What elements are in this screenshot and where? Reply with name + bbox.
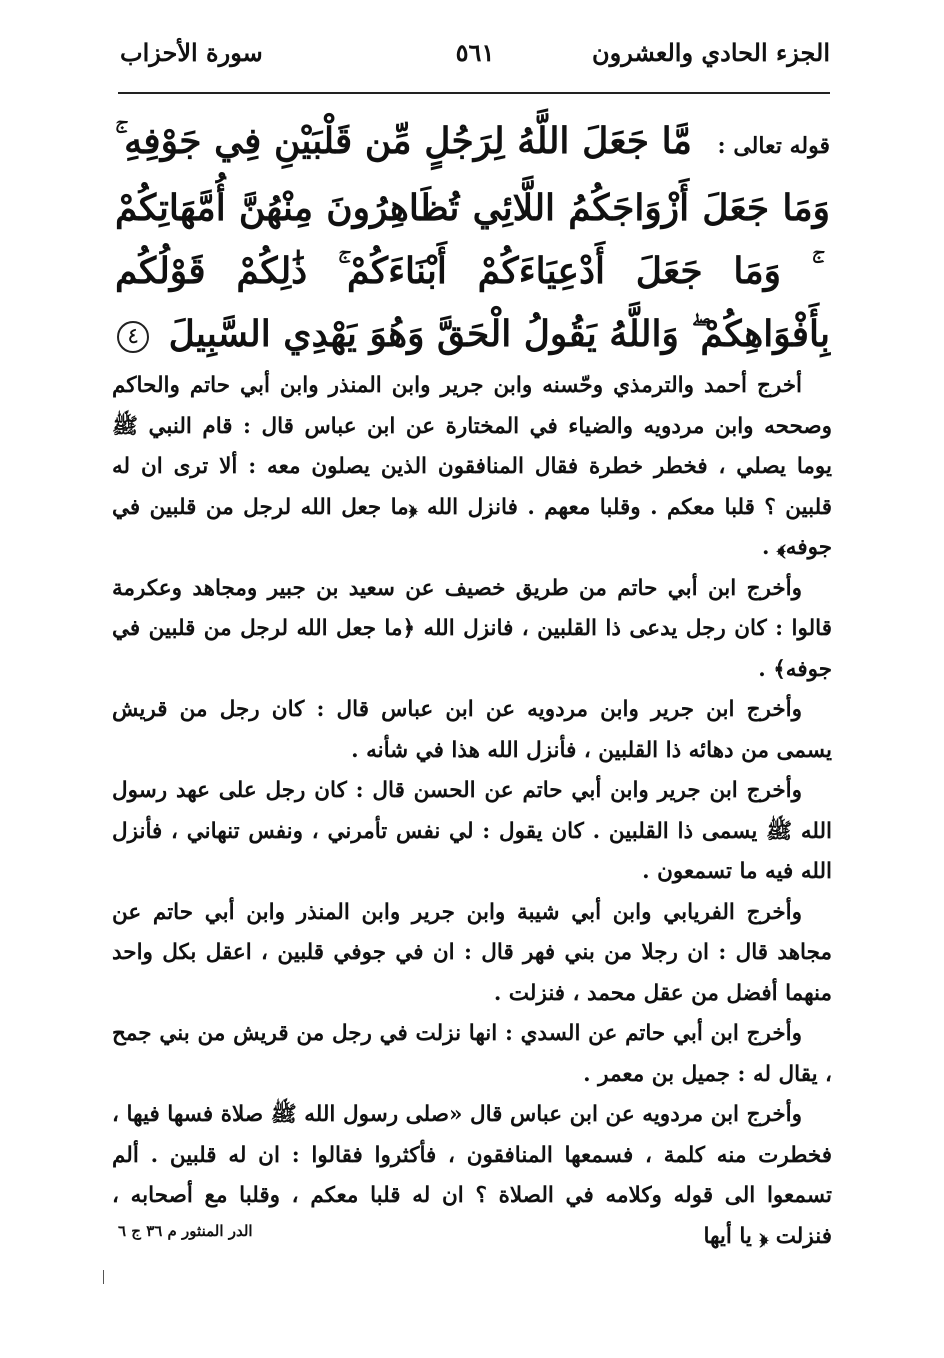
running-header	[120, 38, 830, 82]
footnote-reference: الدر المنثور م ٣٦ ج ٦	[118, 1222, 253, 1240]
margin-mark	[103, 1270, 104, 1284]
page-number: ٥٦١	[455, 38, 495, 67]
quranic-verse	[115, 110, 830, 366]
surah-title: سورة الأحزاب	[120, 38, 263, 67]
part-title: الجزء الحادي والعشرون	[592, 38, 830, 67]
commentary-paragraph: أخرج أحمد والترمذي وحّسنه وابن جرير وابن المنذر وابن أبي حاتم والحاكم وصححه وابن مردويه والضياء في المختارة عن ابن عباس قال : قام النبي ﷺ يوما يصلي ، فخطر خطرة فقال المنافقون الذين يصلون معه : ألا ترى ان له قلبين ؟ قلبا معكم . وقلبا معهم . فانزل الله ﴿ما جعل الله لرجل من قلبين في جوفه﴾ .	[112, 373, 832, 560]
verse-number-marker: ٤	[117, 321, 149, 353]
commentary-body	[112, 366, 832, 1257]
header-rule	[118, 92, 830, 94]
verse-text: مَّا جَعَلَ اللَّهُ لِرَجُلٍ مِّن قَلْبَيْنِ فِي جَوْفِهِ ۚ وَمَا جَعَلَ أَزْوَاجَكُمُ اللَّائِي تُظَاهِرُونَ مِنْهُنَّ أُمَّهَاتِكُمْ ۚ وَمَا جَعَلَ أَدْعِيَاءَكُمْ أَبْنَاءَكُمْ ۚ ذَٰلِكُمْ قَوْلُكُم بِأَفْوَاهِكُمْ ۖ وَاللَّهُ يَقُولُ الْحَقَّ وَهُوَ يَهْدِي السَّبِيلَ	[115, 120, 830, 355]
verse-intro: قوله تعالى :	[717, 133, 830, 159]
commentary-paragraph: وأخرج ابن مردويه عن ابن عباس قال «صلى رسول الله ﷺ صلاة فسها فيها ، فخطرت منه كلمة ، فسمعها المنافقون ، فأكثروا فقالوا : ان له قلبين . ألم تسمعوا الى قوله وكلامه في الصلاة ؟ ان له قلبا معكم ، وقلبا مع أصحابه ، فنزلت ﴿ يا أيها	[112, 1102, 832, 1249]
commentary-paragraph: وأخرج ابن جرير وابن أبي حاتم عن الحسن قال : كان رجل على عهد رسول الله ﷺ يسمى ذا القلبين . كان يقول : لي نفس تأمرني ، ونفس تنهاني ، فأنزل الله فيه ما تسمعون .	[112, 778, 832, 884]
commentary-paragraph: وأخرج ابن أبي حاتم عن السدي : انها نزلت في رجل من قريش من بني جمح ، يقال له : جميل بن معمر .	[112, 1021, 832, 1087]
commentary-paragraph: وأخرج ابن أبي حاتم من طريق خصيف عن سعيد بن جبير ومجاهد وعكرمة قالوا : كان رجل يدعى ذا القلبين ، فانزل الله ﴿ما جعل الله لرجل من قلبين في جوفه﴾ .	[112, 575, 832, 682]
commentary-paragraph: وأخرج ابن جرير وابن مردويه عن ابن عباس قال : كان رجل من قريش يسمى من دهائه ذا القلبين ، فأنزل الله هذا في شأنه .	[112, 697, 832, 763]
commentary-paragraph: وأخرج الفريابي وابن أبي شيبة وابن جرير وابن المنذر وابن أبي حاتم عن مجاهد قال : ان رجلا من بني فهر قال : ان في جوفي قلبين ، اعقل بكل واحد منهما أفضل من عقل محمد ، فنزلت .	[112, 899, 832, 1006]
